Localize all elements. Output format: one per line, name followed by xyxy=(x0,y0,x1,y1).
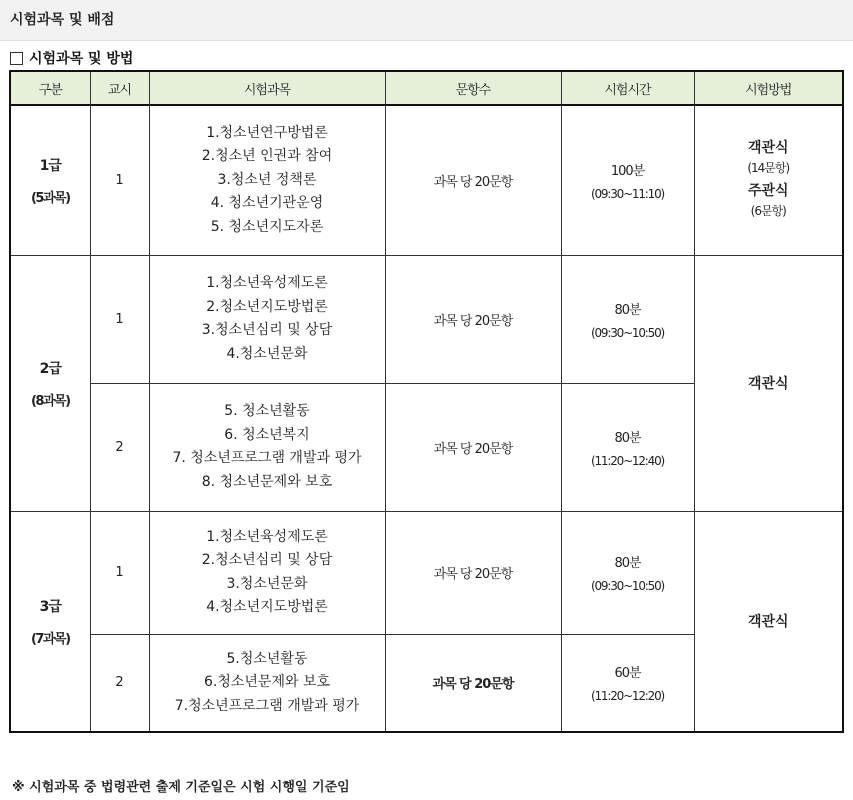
subject-item: 7.청소년프로그램 개발과 평가 xyxy=(174,697,360,714)
subject-item: 8. 청소년문제와 보호 xyxy=(201,473,333,490)
method-objective: 객관식 xyxy=(747,140,789,157)
duration: 80분 xyxy=(614,430,641,446)
subject-item: 4.청소년지도방법론 xyxy=(206,599,328,615)
subject-item: 1.청소년육성제도론 xyxy=(206,275,328,291)
col-header-exam-method: 시험방법 xyxy=(694,71,843,105)
question-count-cell xyxy=(385,634,561,732)
exam-method-cell xyxy=(694,105,843,255)
exam-method-cell xyxy=(694,255,843,511)
subject-item: 5.청소년활동 xyxy=(226,650,308,667)
time-range: (09:30~11:10) xyxy=(591,186,664,201)
subject-item: 5. 청소년지도자론 xyxy=(210,218,324,235)
subject-item: 2.청소년지도방법론 xyxy=(206,298,328,315)
section-title-text: 시험과목 및 방법 xyxy=(29,51,134,67)
exam-subjects-table xyxy=(9,70,844,733)
time-range: (09:30~10:50) xyxy=(591,579,664,593)
time-range: (11:20~12:20) xyxy=(591,689,664,704)
grade-subject-count: (5과목) xyxy=(30,190,70,206)
time-range: (09:30~10:50) xyxy=(591,325,664,340)
col-header-question-count: 문항수 xyxy=(385,71,561,105)
subject-item: 3.청소년문화 xyxy=(226,575,308,592)
subjects-cell xyxy=(149,511,385,634)
method-subjective-count: (6문항) xyxy=(750,204,786,219)
exam-method-cell xyxy=(694,511,843,732)
grade-name: 2급 xyxy=(39,360,61,377)
subjects-cell xyxy=(149,105,385,255)
question-count: 과목 당 20문항 xyxy=(433,441,513,457)
period-cell: 1 xyxy=(90,511,149,634)
duration: 100분 xyxy=(610,163,645,179)
checkbox-square-icon xyxy=(10,52,23,65)
table-row xyxy=(10,105,843,255)
subject-item: 2.청소년 인권과 참여 xyxy=(201,148,333,164)
subject-item: 3.청소년 정책론 xyxy=(217,171,317,188)
duration: 80분 xyxy=(614,302,641,318)
subjects-cell xyxy=(149,634,385,732)
table-header-row xyxy=(10,71,843,105)
question-count: 과목 당 20문항 xyxy=(432,677,514,693)
duration: 80분 xyxy=(614,556,641,571)
page-header xyxy=(0,0,853,41)
subject-item: 2.청소년심리 및 상담 xyxy=(201,552,333,568)
time-range: (11:20~12:40) xyxy=(591,453,664,468)
col-header-period: 교시 xyxy=(90,71,149,105)
grade-name: 1급 xyxy=(39,157,61,174)
question-count-cell xyxy=(385,255,561,383)
exam-time-cell xyxy=(561,255,694,383)
question-count: 과목 당 20문항 xyxy=(433,174,513,190)
subject-item: 5. 청소년활동 xyxy=(224,403,310,419)
table-row xyxy=(10,255,843,383)
period-cell: 1 xyxy=(90,255,149,383)
method-objective: 객관식 xyxy=(747,614,789,631)
subject-item: 4. 청소년기관운영 xyxy=(210,195,324,211)
footnote: ※ 시험과목 중 법령관련 출제 기준일은 시험 시행일 기준임 xyxy=(12,780,350,795)
grade-cell xyxy=(10,105,90,255)
page-title: 시험과목 및 배점 xyxy=(10,12,115,28)
method-objective-count: (14문항) xyxy=(747,161,790,176)
subject-item: 7. 청소년프로그램 개발과 평가 xyxy=(172,450,362,466)
subject-item: 4.청소년문화 xyxy=(226,345,308,362)
grade-cell xyxy=(10,511,90,732)
exam-time-cell xyxy=(561,634,694,732)
exam-time-cell xyxy=(561,511,694,634)
method-objective: 객관식 xyxy=(747,376,789,392)
subjects-cell xyxy=(149,255,385,383)
exam-time-cell xyxy=(561,383,694,511)
question-count-cell xyxy=(385,105,561,255)
subject-item: 1.청소년육성제도론 xyxy=(206,528,328,545)
grade-cell xyxy=(10,255,90,511)
method-subjective: 주관식 xyxy=(747,183,789,200)
subject-item: 1.청소년연구방법론 xyxy=(206,124,328,141)
exam-time-cell xyxy=(561,105,694,255)
subject-item: 6. 청소년복지 xyxy=(224,426,310,443)
grade-name: 3급 xyxy=(39,598,61,615)
subject-item: 6.청소년문제와 보호 xyxy=(204,674,330,690)
table-row xyxy=(10,511,843,634)
col-header-subjects: 시험과목 xyxy=(149,71,385,105)
section-title xyxy=(10,48,133,68)
grade-subject-count: (8과목) xyxy=(30,393,70,409)
col-header-exam-time: 시험시간 xyxy=(561,71,694,105)
period-cell: 2 xyxy=(90,383,149,511)
question-count: 과목 당 20문항 xyxy=(433,313,513,329)
question-count-cell xyxy=(385,511,561,634)
subjects-cell xyxy=(149,383,385,511)
question-count-cell xyxy=(385,383,561,511)
subject-item: 3.청소년심리 및 상담 xyxy=(201,322,333,338)
period-cell: 2 xyxy=(90,634,149,732)
period-cell: 1 xyxy=(90,105,149,255)
col-header-category: 구분 xyxy=(10,71,90,105)
question-count: 과목 당 20문항 xyxy=(433,567,513,582)
duration: 60분 xyxy=(614,666,641,682)
grade-subject-count: (7과목) xyxy=(30,631,70,647)
